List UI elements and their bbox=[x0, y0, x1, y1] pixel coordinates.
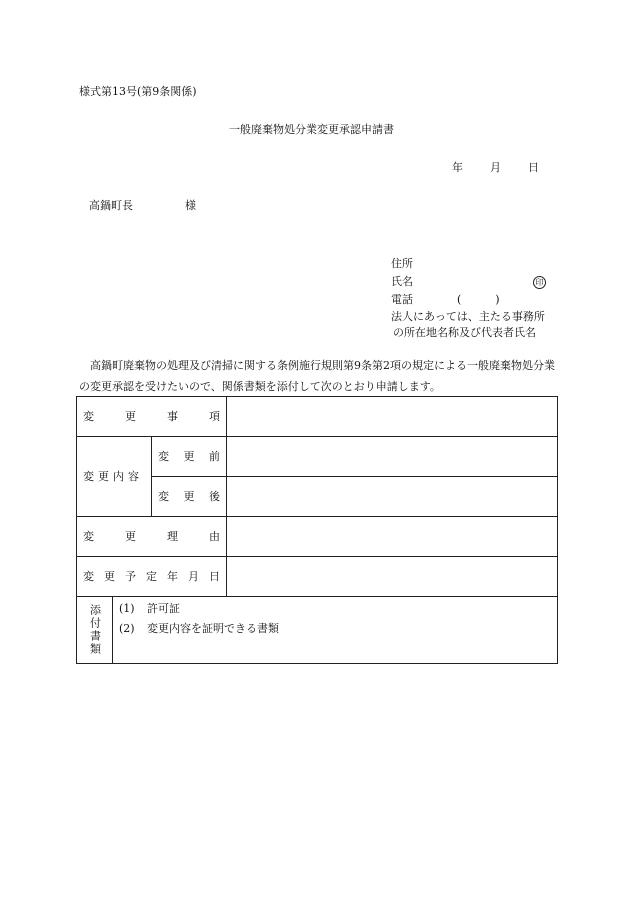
attachment-item: (1) 許可証 bbox=[119, 602, 180, 615]
change-reason-label: 変 更 理 由 bbox=[77, 517, 227, 557]
name-label: 氏名 bbox=[391, 275, 413, 288]
attachment-item: (2) 変更内容を証明できる書類 bbox=[119, 622, 279, 635]
change-item-label: 変 更 事 項 bbox=[77, 397, 227, 437]
address-row bbox=[391, 255, 546, 273]
phone-paren-close: ) bbox=[495, 293, 500, 306]
document-title: 一般廃棄物処分業変更承認申請書 bbox=[229, 123, 394, 136]
change-item-field[interactable] bbox=[227, 397, 558, 437]
change-before-field[interactable] bbox=[227, 437, 558, 477]
corporate-note-line2: の所在地名称及び代表者氏名 bbox=[393, 326, 536, 339]
address-label: 住所 bbox=[391, 257, 413, 270]
change-content-label: 変 更 内 容 bbox=[77, 437, 152, 517]
form-number: 様式第13号(第9条関係) bbox=[79, 85, 197, 98]
seal-mark-icon: 印 bbox=[533, 276, 546, 289]
attachments-row bbox=[77, 597, 558, 664]
application-table bbox=[76, 396, 558, 664]
corporate-note bbox=[391, 309, 546, 341]
application-statement: 高鍋町廃棄物の処理及び清掃に関する条例施行規則第9条第2項の規定による一般廃棄物処分業の変更承認を受けたいので、関係書類を添付して次のとおり申請します。 bbox=[79, 359, 555, 393]
change-after-label: 変 更 後 bbox=[152, 477, 227, 517]
change-schedule-label: 変 更 予 定 年 月 日 bbox=[77, 557, 227, 597]
date-month-label: 月 bbox=[490, 161, 501, 174]
change-before-label: 変 更 前 bbox=[152, 437, 227, 477]
change-before-row bbox=[77, 437, 558, 477]
attachments-label-cell bbox=[77, 597, 113, 664]
attachments-label: 添付書類 bbox=[88, 604, 102, 656]
change-schedule-row bbox=[77, 557, 558, 597]
corporate-note-line1: 法人にあっては、主たる事務所 bbox=[391, 310, 545, 323]
applicant-block bbox=[391, 255, 546, 341]
attachments-list bbox=[113, 597, 558, 664]
date-line bbox=[452, 161, 539, 175]
change-after-field[interactable] bbox=[227, 477, 558, 517]
phone-paren-open: ( bbox=[457, 293, 462, 306]
date-year-label: 年 bbox=[452, 161, 463, 174]
date-day-label: 日 bbox=[528, 161, 539, 174]
change-reason-row bbox=[77, 517, 558, 557]
change-reason-field[interactable] bbox=[227, 517, 558, 557]
addressee-name: 高鍋町長 bbox=[89, 199, 133, 212]
change-schedule-field[interactable] bbox=[227, 557, 558, 597]
name-row bbox=[391, 273, 546, 291]
phone-row bbox=[391, 291, 546, 309]
addressee-suffix: 様 bbox=[185, 199, 196, 212]
phone-label: 電話 bbox=[391, 293, 413, 306]
addressee bbox=[89, 199, 196, 213]
change-item-row bbox=[77, 397, 558, 437]
